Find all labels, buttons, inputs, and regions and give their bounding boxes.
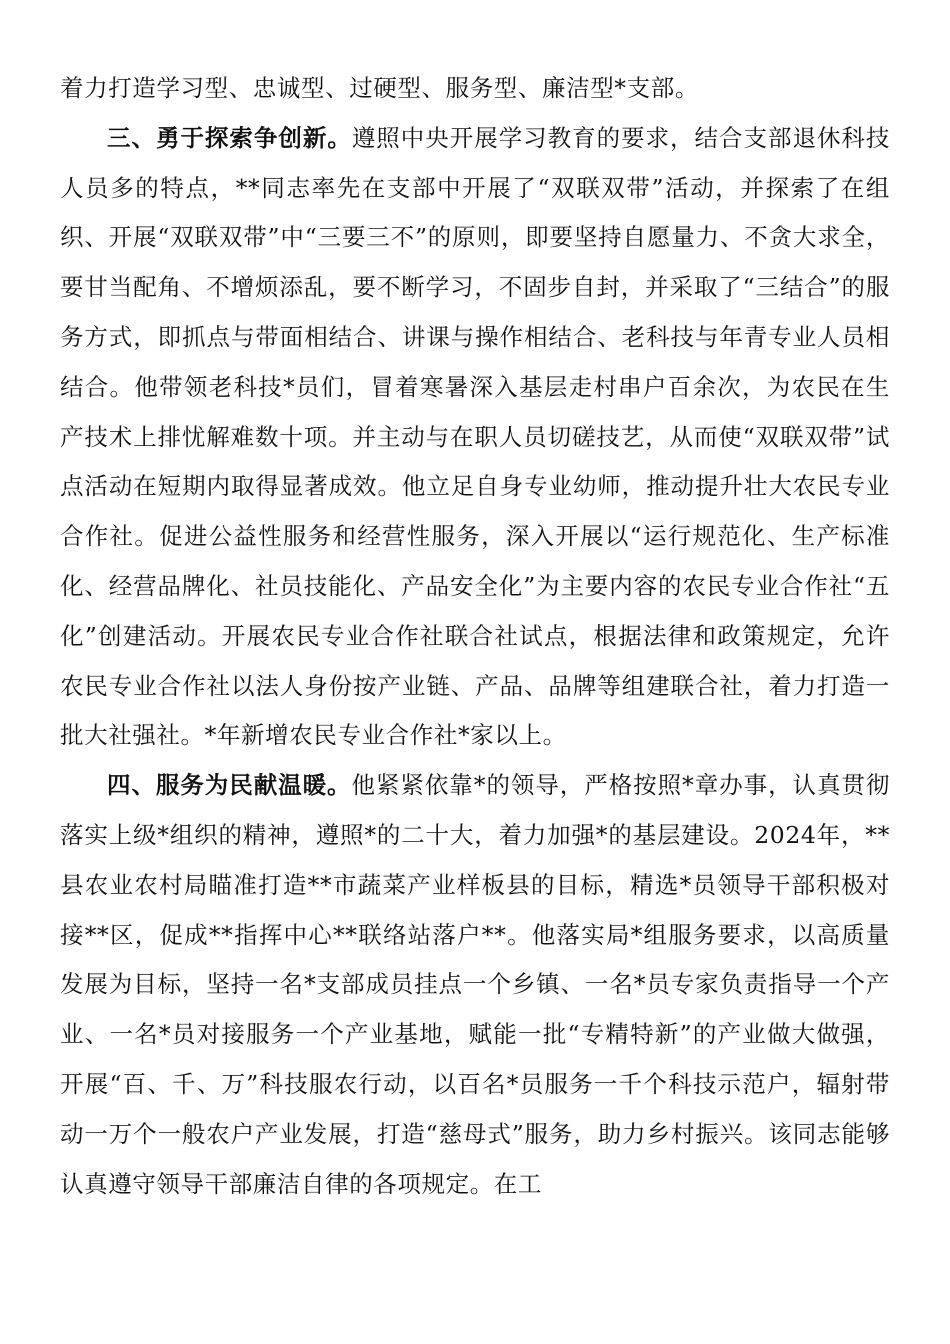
paragraph-continuation — [60, 64, 890, 114]
section-heading-three: 三、勇于探索争创新。 — [107, 123, 352, 152]
paragraph-section-four — [60, 761, 890, 1209]
paragraph-text: 他紧紧依靠*的领导，严格按照*章办事，认真贯彻落实上级*组织的精神，遵照*的二十大，着力加强*的基层建设。2024年，**县农业农村局瞄准打造**市蔬菜产业样板县的目标，精选*员领导干部积极对接**区，促成**指挥中心**联络站落户**。他落实局*组服务要求，以高质量发展为目标，坚持一名*支部成员挂点一个乡镇、一名*员专家负责指导一个产业、一名*员对接服务一个产业基地，赋能一批“专精特新”的产业做大做强，开展“百、千、万”科技服农行动，以百名*员服务一千个科技示范户，辐射带动一万个一般农户产业发展，打造“慈母式”服务，助力乡村振兴。该同志能够认真遵守领导干部廉洁自律的各项规定。在工 — [60, 771, 890, 1198]
paragraph-section-three — [60, 114, 890, 761]
paragraph-text: 遵照中央开展学习教育的要求，结合支部退休科技人员多的特点，**同志率先在支部中开展了“双联双带”活动，并探索了在组织、开展“双联双带”中“三要三不”的原则，即要坚持自愿量力、不贪大求全，要甘当配角、不增烦添乱，要不断学习，不固步自封，并采取了“三结合”的服务方式，即抓点与带面相结合、讲课与操作相结合、老科技与年青专业人员相结合。他带领老科技*员们，冒着寒暑深入基层走村串户百余次，为农民在生产技术上排忧解难数十项。并主动与在职人员切磋技艺，从而使“双联双带”试点活动在短期内取得显著成效。他立足自身专业幼师，推动提升壮大农民专业合作社。促进公益性服务和经营性服务，深入开展以“运行规范化、生产标准化、经营品牌化、社员技能化、产品安全化”为主要内容的农民专业合作社“五化”创建活动。开展农民专业合作社联合社试点，根据法律和政策规定，允许农民专业合作社以法人身份按产业链、产品、品牌等组建联合社，着力打造一批大社强社。*年新增农民专业合作社*家以上。 — [60, 123, 891, 750]
document-body — [60, 64, 890, 1209]
section-heading-four: 四、服务为民献温暖。 — [107, 771, 352, 800]
paragraph-text: 着力打造学习型、忠诚型、过硬型、服务型、廉洁型*支部。 — [60, 74, 699, 102]
